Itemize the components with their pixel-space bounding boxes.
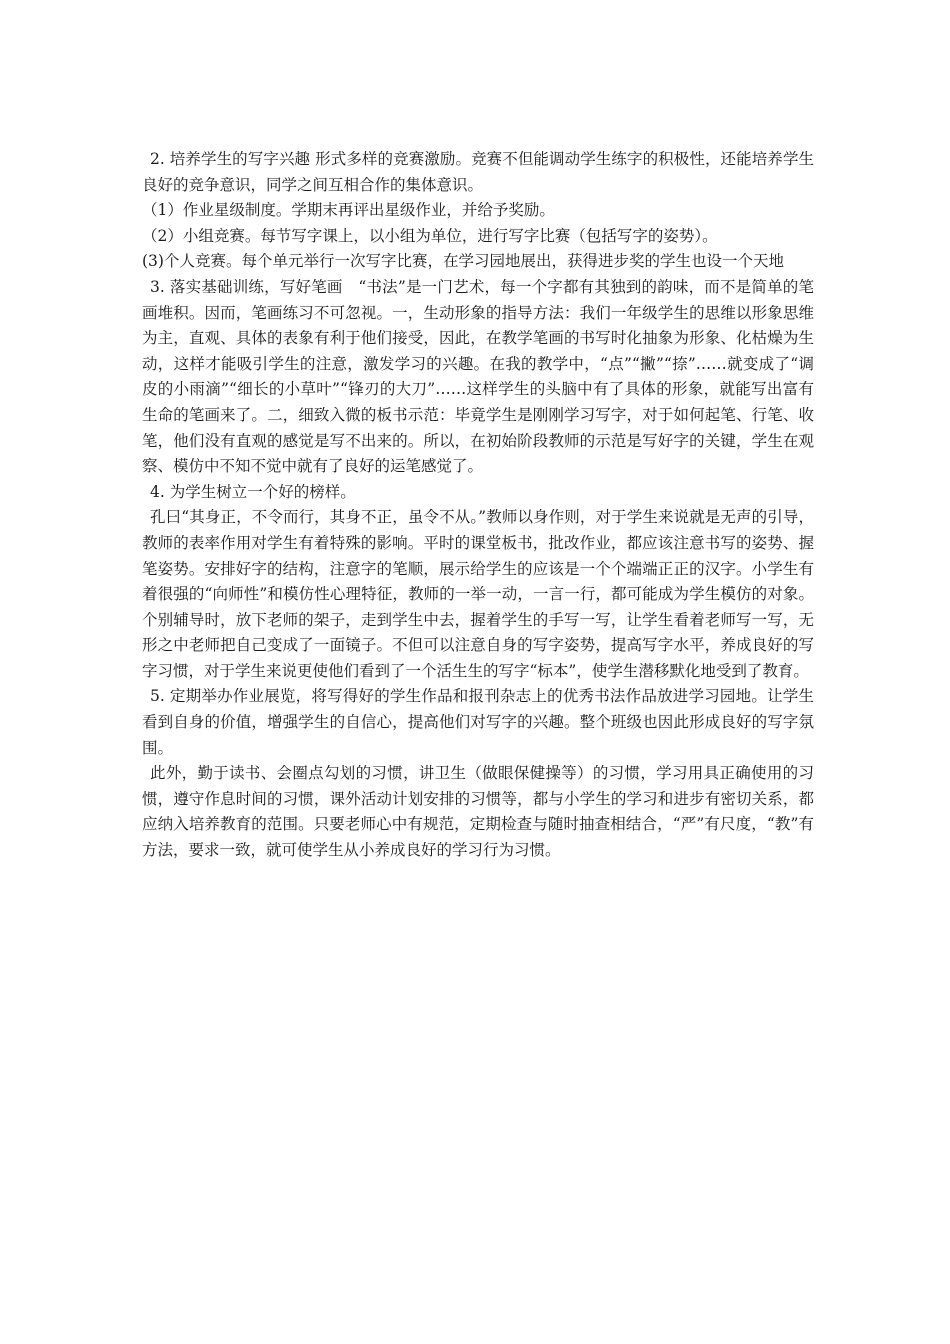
document-body	[142, 147, 814, 864]
paragraph-role-model-heading: 4. 为学生树立一个好的榜样。	[150, 482, 356, 501]
paragraph-stroke-training: 3. 落实基础训练，写好笔画 “书法”是一门艺术，每一个字都有其独到的韵味，而不是简单的笔画堆积。因而，笔画练习不可忽视。一，生动形象的指导方法：我们一年级学生的思维以形象思维为主，直观、具体的表象有利于他们接受，因此，在教学笔画的书写时化抽象为形象、化枯燥为生动，这样才能吸引学生的注意，激发学习的兴趣。在我的教学中，“点”“撇”“捺”……就变成了“调皮的小雨滴”“细长的小草叶”“锋刃的大刀”……这样学生的头脑中有了具体的形象，就能写出富有生命的笔画来了。二，细致入微的板书示范：毕竟学生是刚刚学习写字，对于如何起笔、行笔、收笔，他们没有直观的感觉是写不出来的。所以，在初始阶段教师的示范是写好字的关键，学生在观察、模仿中不知不觉中就有了良好的运笔感觉了。	[142, 277, 814, 476]
paragraph-role-model-body: 孔曰“其身正，不令而行，其身不正，虽令不从。”教师以身作则，对于学生来说就是无声的引导，教师的表率作用对学生有着特殊的影响。平时的课堂板书，批改作业，都应该注意书写的姿势、握笔姿势。安排好字的结构，注意字的笔顺，展示给学生的应该是一个个端端正正的汉字。小学生有着很强的“向师性”和模仿性心理特征，教师的一举一动，一言一行，都可能成为学生模仿的对象。个别辅导时，放下老师的架子，走到学生中去，握着学生的手写一写，让学生看着老师写一写，无形之中老师把自己变成了一面镜子。不但可以注意自身的写字姿势，提高写字水平，养成良好的写字习惯，对于学生来说更使他们看到了一个活生生的写字“标本”，使学生潜移默化地受到了教育。	[142, 508, 814, 680]
paragraph-star-homework: （1）作业星级制度。学期末再评出星级作业，并给予奖励。	[142, 201, 555, 220]
paragraph-exhibition: 5. 定期举办作业展览，将写得好的学生作品和报刊杂志上的优秀书法作品放进学习园地。让学生看到自身的价值，增强学生的自信心，提高他们对写字的兴趣。整个班级也因此形成良好的写字氛围。	[142, 687, 814, 757]
paragraph-competition-intro: 2. 培养学生的写字兴趣 形式多样的竞赛激励。竞赛不但能调动学生练字的积极性，还能培养学生良好的竞争意识，同学之间互相合作的集体意识。	[142, 150, 814, 194]
paragraph-group-competition: （2）小组竞赛。每节写字课上，以小组为单位，进行写字比赛（包括写字的姿势）。	[142, 226, 718, 245]
paragraph-other-habits: 此外，勤于读书、会圈点勾划的习惯，讲卫生（做眼保健操等）的习惯，学习用具正确使用的习惯，遵守作息时间的习惯，课外活动计划安排的习惯等，都与小学生的学习和进步有密切关系，都应纳入培养教育的范围。只要老师心中有规范，定期检查与随时抽查相结合，“严”有尺度，“教”有方法，要求一致，就可使学生从小养成良好的学习行为习惯。	[142, 764, 814, 860]
paragraph-individual-competition: (3)个人竞赛。每个单元举行一次写字比赛，在学习园地展出，获得进步奖的学生也设一个天地	[142, 252, 784, 271]
